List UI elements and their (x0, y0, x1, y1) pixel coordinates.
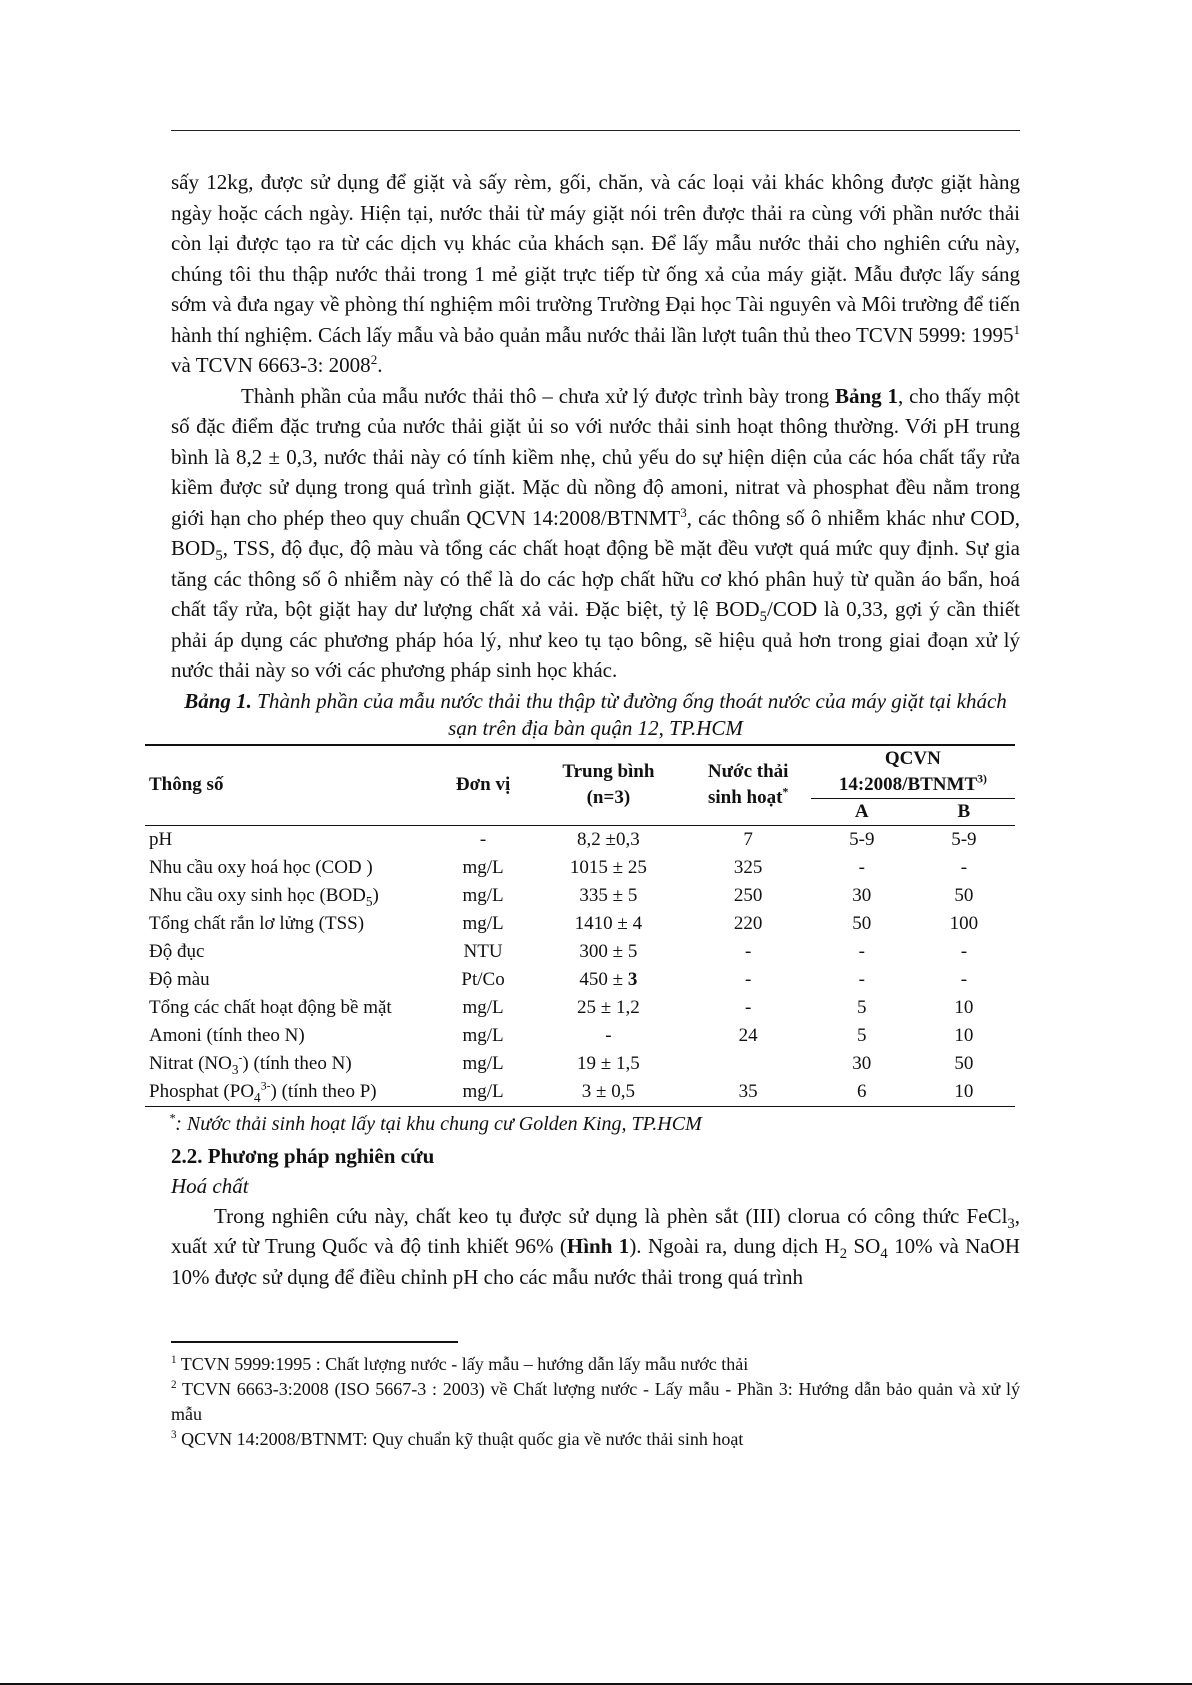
cell-param: Tổng chất rắn lơ lửng (TSS) (149, 912, 365, 934)
paragraph-text: /COD là 0,33, gợi ý cần thiết phải áp dụng các phương pháp hóa lý, như keo tụ tạo bông, sẽ hiệu quả hơn trong giai đoạn xử lý nước thải này so với các phương pháp sinh học khác. (171, 597, 1020, 682)
cell-unit: - (479, 828, 487, 850)
header-domestic (686, 745, 811, 826)
table-reference: Bảng 1 (835, 383, 899, 408)
subscript: 4 (254, 1089, 261, 1105)
table-footnote-text: : Nước thải sinh hoạt lấy tại khu chung cư Golden King, TP.HCM (175, 1112, 702, 1135)
table-row (145, 825, 1015, 854)
header-domestic-label2: sinh hoạt (708, 787, 783, 808)
header-qcvn-label: QCVN (884, 747, 941, 769)
header-col-b: B (913, 798, 1015, 825)
paragraph-text: ). Ngoài ra, dung dịch H (629, 1234, 840, 1258)
cell-domestic: 24 (738, 1024, 758, 1046)
paragraph-text: 10% và NaOH 10% được sử dụng để điều chỉnh pH cho các mẫu nước thải trong quá trình (171, 1234, 1021, 1289)
cell-mean: 25 ± 1,2 (577, 996, 640, 1018)
subscript: 3 (1007, 1215, 1015, 1232)
cell-param: Nhu cầu oxy hoá học (COD ) (149, 856, 373, 878)
paragraph-text: Thành phần của mẫu nước thải thô – chưa xử lý được trình bày trong (241, 383, 835, 408)
page-content (149, 167, 1021, 1292)
table-row (145, 1022, 1015, 1050)
cell-unit: NTU (463, 940, 503, 962)
cell-b: 5-9 (951, 828, 977, 850)
cell-a: 6 (811, 1078, 913, 1107)
subscript: 2 (839, 1246, 848, 1263)
table-caption-text: Thành phần của mẫu nước thải thu thập từ đường ống thoát nước của máy giặt tại khách sạn trên địa bàn quận 12, TP.HCM (251, 688, 1007, 740)
footnote-ref[interactable]: 3 (680, 504, 687, 520)
superscript: 3- (260, 1079, 271, 1093)
paragraph-text: . (377, 353, 383, 377)
cell-param: Amoni (tính theo N) (149, 1024, 305, 1046)
cell-a: - (858, 940, 865, 962)
header-qcvn (811, 745, 1015, 799)
cell-a: 50 (852, 912, 872, 934)
table-row (145, 966, 1015, 994)
subscript: 5 (215, 548, 223, 565)
cell-domestic: 250 (733, 884, 763, 906)
cell-unit: mg/L (462, 884, 504, 906)
cell-b: 50 (954, 1052, 974, 1074)
footnote-mark: 1 (171, 1354, 177, 1366)
cell-param-text: Nitrat (NO (149, 1052, 232, 1074)
cell-b: - (960, 968, 968, 990)
table-row (145, 910, 1015, 938)
footnote-mark: 3 (171, 1429, 177, 1441)
table-row (145, 1078, 1015, 1107)
cell-domestic: - (745, 940, 752, 962)
cell-param-text: Phosphat (PO (149, 1080, 255, 1102)
cell-domestic: 220 (733, 912, 763, 934)
subscript: 4 (880, 1246, 888, 1263)
cell-mean-text: 3 (627, 968, 638, 990)
cell-param (145, 1078, 435, 1107)
cell-mean: 300 ± 5 (579, 940, 638, 962)
table-footnote (169, 1111, 1020, 1137)
cell-domestic: 7 (743, 828, 753, 850)
cell-b: 100 (949, 912, 979, 934)
cell-param-text: ) (tính theo P) (270, 1080, 377, 1102)
table-caption-label: Bảng 1. (184, 688, 252, 713)
header-rule (171, 130, 1020, 131)
cell-a: 5-9 (849, 828, 875, 850)
cell-mean: 8,2 ±0,3 (577, 828, 640, 850)
cell-domestic (686, 1050, 811, 1078)
cell-mean-text: 450 ± (579, 968, 628, 990)
subscript: 5 (365, 893, 373, 909)
header-unit: Đơn vị (435, 745, 531, 826)
cell-domestic: - (745, 996, 752, 1018)
cell-unit: Pt/Co (461, 968, 505, 990)
cell-b: - (960, 940, 968, 962)
superscript: - (238, 1051, 243, 1065)
header-col-a: A (811, 798, 913, 825)
footnote-ref[interactable]: 1 (1013, 321, 1020, 337)
paragraph-chemicals (171, 1201, 1020, 1293)
cell-a: - (858, 968, 865, 990)
cell-unit: mg/L (462, 1024, 504, 1046)
footnote-text: TCVN 6663-3:2008 (ISO 5667-3 : 2003) về Chất lượng nước - Lấy mẫu - Phần 3: Hướng dẫn bảo quản và xử lý mẫu (171, 1379, 1020, 1424)
cell-b: 50 (954, 884, 974, 906)
cell-mean: 1410 ± 4 (574, 912, 643, 934)
figure-reference: Hình 1 (566, 1234, 630, 1258)
table-row (145, 882, 1015, 910)
section-heading: 2.2. Phương pháp nghiên cứu (171, 1143, 435, 1168)
paragraph-text: , các thông số ô nhiễm khác như COD, BOD (171, 505, 1020, 560)
subscript: 5 (759, 609, 767, 626)
cell-b: - (960, 856, 968, 878)
cell-unit: mg/L (462, 856, 504, 878)
table-row (145, 1050, 1015, 1078)
paragraph-sampling (171, 167, 1020, 381)
cell-unit: mg/L (435, 1078, 531, 1107)
cell-domestic: 325 (733, 856, 763, 878)
cell-param-text: ) (tính theo N) (242, 1052, 352, 1074)
cell-a: 5 (857, 996, 867, 1018)
cell-mean: - (605, 1024, 612, 1046)
cell-domestic: 35 (686, 1078, 811, 1107)
footnote-text: TCVN 5999:1995 : Chất lượng nước - lấy mẫu – hướng dẫn lấy mẫu nước thải (176, 1354, 749, 1374)
cell-param: Độ màu (149, 968, 210, 990)
paragraph-text: , TSS, độ đục, độ màu và tổng các chất hoạt động bề mặt đều vượt quá mức quy định. Sự gia tăng các thông số ô nhiễm này có thể là do các hợp chất hữu cơ khó phân huỷ từ quần áo bẩn, hoá chất tẩy rửa, bột giặt hay dư lượng chất xả vải. Đặc biệt, tỷ lệ BOD (171, 536, 1020, 621)
cell-a: - (858, 856, 865, 878)
cell-unit: mg/L (462, 912, 504, 934)
paragraph-text: sấy 12kg, được sử dụng để giặt và sấy rèm, gối, chăn, và các loại vải khác không được giặt hàng ngày hoặc cách ngày. Hiện tại, nước thải từ máy giặt nói trên được thải ra cùng với phần nước thải còn lại được tạo ra từ các dịch vụ khác của khách sạn. Để lấy mẫu nước thải cho nghiên cứu này, chúng tôi thu thập nước thải trong 1 mẻ giặt trực tiếp từ ống xả của máy giặt. Mẫu được lấy sáng sớm và đưa ngay về phòng thí nghiệm môi trường Trường Đại học Tài nguyên và Môi trường để tiến hành thí nghiệm. Cách lấy mẫu và bảo quản mẫu nước thải lần lượt tuân thủ theo TCVN 5999: 1995 (171, 170, 1020, 347)
cell-param: Độ đục (149, 940, 205, 962)
cell-mean: 1015 ± 25 (569, 856, 647, 878)
table-row (145, 854, 1015, 882)
cell-param: Tổng các chất hoạt động bề mặt (149, 996, 392, 1018)
footnote-mark: 2 (171, 1379, 177, 1391)
paragraph-text: , cho thấy một số đặc điểm đặc trưng của nước thải giặt ủi so với nước thải sinh hoạt thông thường. Với pH trung bình là 8,2 ± 0,3, nước thải này có tính kiềm nhẹ, chủ yếu do sự hiện diện của các hóa chất tẩy rửa kiềm được sử dụng trong quá trình giặt. Mặc dù nồng độ amoni, nitrat và phosphat đều nằm trong giới hạn cho phép theo quy chuẩn QCVN 14:2008/BTNMT (171, 383, 1020, 530)
cell-mean: 3 ± 0,5 (531, 1078, 685, 1107)
subsection-heading: Hoá chất (171, 1173, 249, 1198)
cell-param: pH (149, 828, 173, 850)
footnote-item (171, 1377, 1020, 1427)
cell-b: 10 (954, 1024, 974, 1046)
paragraph-text: SO (847, 1234, 881, 1258)
footnote-text: QCVN 14:2008/BTNMT: Quy chuẩn kỹ thuật quốc gia về nước thải sinh hoạt (176, 1429, 744, 1449)
footnotes (171, 1352, 1020, 1452)
paragraph-text: Trong nghiên cứu này, chất keo tụ được sử dụng là phèn sắt (III) clorua có công thức FeCl (214, 1203, 1008, 1228)
cell-b: 10 (954, 996, 974, 1018)
footnote-rule (171, 1341, 458, 1343)
header-mean-n: (n=3) (586, 787, 631, 808)
header-note-mark: * (782, 785, 789, 799)
paragraph-text: , xuất xứ từ Trung Quốc và độ tinh khiết 96% ( (171, 1203, 1020, 1258)
header-qcvn-label2: 14:2008/BTNMT (838, 773, 978, 795)
cell-a: 30 (852, 884, 872, 906)
cell-unit: mg/L (462, 1052, 504, 1074)
paragraph-composition (171, 381, 1020, 686)
cell-a: 30 (852, 1052, 872, 1074)
footnote-mark: * (169, 1110, 176, 1125)
cell-param-text: ) (372, 884, 379, 906)
table-row (145, 994, 1015, 1022)
cell-domestic: - (745, 968, 752, 990)
cell-mean: 335 ± 5 (579, 884, 638, 906)
footnote-item (171, 1352, 1020, 1377)
cell-unit: mg/L (462, 996, 504, 1018)
subscript: 3 (231, 1061, 239, 1077)
header-mean (531, 745, 685, 826)
table-row (145, 938, 1015, 966)
table-caption (170, 688, 1021, 742)
composition-table (145, 744, 1015, 1107)
cell-mean (531, 966, 685, 994)
cell-param (145, 1050, 435, 1078)
cell-param (145, 882, 435, 910)
footnote-ref[interactable]: 2 (370, 352, 378, 367)
cell-param-text: Nhu cầu oxy sinh học (BOD (149, 884, 366, 906)
header-qcvn-ref: 3) (977, 772, 987, 786)
paragraph-text: và TCVN 6663-3: 2008 (171, 353, 371, 377)
cell-mean: 19 ± 1,5 (577, 1052, 640, 1074)
header-domestic-label: Nước thải (707, 761, 789, 782)
cell-b: 10 (913, 1078, 1015, 1107)
footnote-item (171, 1427, 1020, 1452)
header-mean-label: Trung bình (562, 761, 655, 782)
header-param: Thông số (145, 745, 435, 826)
cell-a: 5 (857, 1024, 867, 1046)
